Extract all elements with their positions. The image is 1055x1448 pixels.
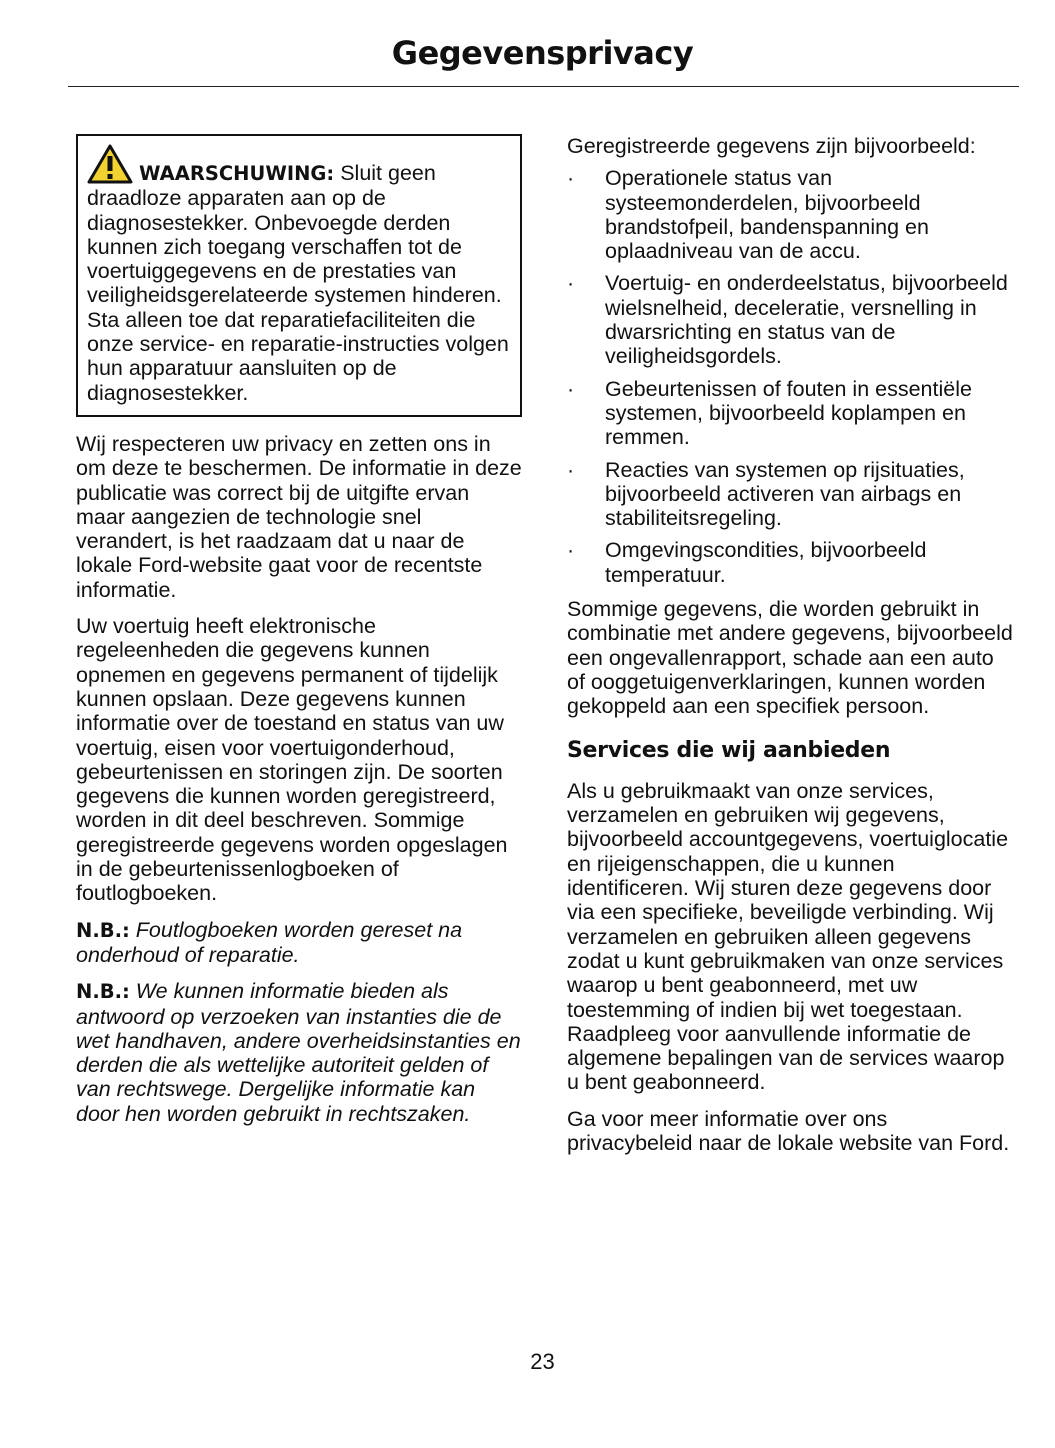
bullet-marker: · <box>567 166 575 191</box>
warning-triangle-icon <box>87 144 133 184</box>
recorded-data-intro: Geregistreerde gegevens zijn bijvoorbeeld: <box>567 134 976 158</box>
note-text: Foutlogboeken worden gereset na onderhoud of reparatie. <box>76 917 463 967</box>
page-number: 23 <box>530 1349 555 1374</box>
note-label: N.B.: <box>76 980 130 1004</box>
list-item: · Gebeurtenissen of fouten in essentiële systemen, bijvoorbeeld koplampen en remmen. <box>567 376 972 450</box>
warning-text: Sluit geen draadloze apparaten aan op de diagnosestekker. Onbevoegde derden kunnen zich toegang verschaffen tot de voertuiggegevens en de prestaties van veiligheidsgerelateerde systemen hinderen. Sta alleen toe dat reparatiefaciliteiten die onze service- en reparatie-instructies volgen hun apparatuur aansluiten op de diagnosestekker. <box>87 161 509 405</box>
warning-box <box>76 134 522 417</box>
section-title-services: Services die wij aanbieden <box>567 737 891 763</box>
bullet-marker: · <box>567 376 575 401</box>
page-title: Gegevensprivacy <box>391 34 694 72</box>
more-info-paragraph: Ga voor meer informatie over ons privacybeleid naar de lokale website van Ford. <box>567 1106 1010 1155</box>
bullet-marker: · <box>567 538 575 563</box>
bullet-marker: · <box>567 457 575 482</box>
list-item: · Reacties van systemen op rijsituaties, bijvoorbeeld activeren van airbags en stabiliteitsregeling. <box>567 457 965 531</box>
control-units-paragraph: Uw voertuig heeft elektronische regeleenheden die gegevens kunnen opnemen en gegevens permanent of tijdelijk kunnen opslaan. Deze gegevens kunnen informatie over de toestand en status van uw voertuig, eisen voor voertuigonderhoud, gebeurtenissen en storingen zijn. De soorten gegevens die kunnen worden geregistreerd, worden in dit deel beschreven. Sommige geregistreerde gegevens worden opgeslagen in de gebeurtenissenlogboeken of foutlogboeken. <box>76 614 508 906</box>
note-label: N.B.: <box>76 918 130 942</box>
left-column <box>76 134 522 1138</box>
note-authorities <box>76 979 522 1126</box>
privacy-paragraph: Wij respecteren uw privacy en zetten ons in om deze te beschermen. De informatie in deze publicatie was correct bij de uitgifte ervan maar aangezien de technologie snel verandert, is het raadzaam dat u naar de lokale Ford-website gaat voor de recentste informatie. <box>76 431 522 602</box>
recorded-data-list <box>567 166 1017 587</box>
header-divider <box>68 86 1019 87</box>
list-item: · Operationele status van systeemonderdelen, bijvoorbeeld brandstofpeil, bandenspanning en oplaadniveau van de accu. <box>567 166 929 264</box>
linked-data-paragraph: Sommige gegevens, die worden gebruikt in combinatie met andere gegevens, bijvoorbeeld een ongevallenrapport, schade aan een auto of ooggetuigenverklaringen, kunnen worden gekoppeld aan een specifiek persoon. <box>567 597 1013 719</box>
bullet-marker: · <box>567 271 575 296</box>
list-item: · Voertuig- en onderdeelstatus, bijvoorbeeld wielsnelheid, deceleratie, versnelling in dwarsrichting en status van de veiligheidsgordels. <box>567 271 1008 369</box>
right-column <box>567 134 1017 1167</box>
warning-label: WAARSCHUWING: <box>139 162 335 185</box>
list-item: · Omgevingscondities, bijvoorbeeld temperatuur. <box>567 538 927 587</box>
note-text: We kunnen informatie bieden als antwoord op verzoeken van instanties die de wet handhaven, andere overheidsinstanties en derden die als wettelijke autoriteit gelden of van rechtswege. Dergelijke informatie kan door hen worden gebruikt in rechtszaken. <box>76 979 521 1126</box>
services-paragraph: Als u gebruikmaakt van onze services, verzamelen en gebruiken wij gegevens, bijvoorbeeld accountgegevens, voertuiglocatie en rijeigenschappen, die u kunnen identificeren. Wij sturen deze gegevens door via een specifieke, beveiligde verbinding. Wij verzamelen en gebruiken alleen gegevens zodat u kunt gebruikmaken van onze services waarop u bent geabonneerd, met uw toestemming of indien bij wet toegestaan. Raadpleeg voor aanvullende informatie de algemene bepalingen van de services waarop u bent geabonneerd. <box>567 778 1009 1095</box>
note-fault-logs <box>76 918 522 968</box>
